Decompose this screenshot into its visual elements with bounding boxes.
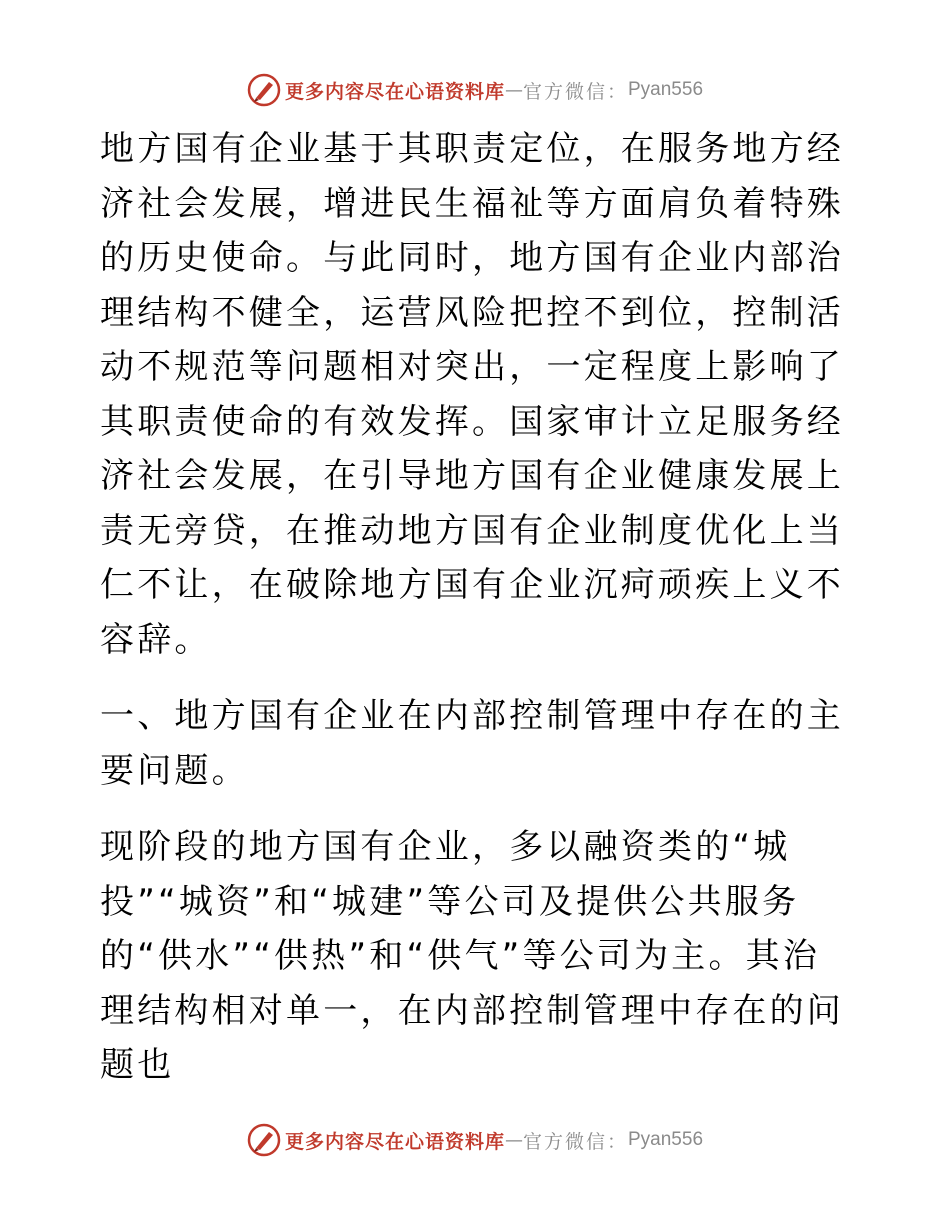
banner-dash: — bbox=[504, 1129, 523, 1151]
banner-wechat-id: Pyan556 bbox=[628, 1129, 704, 1150]
banner-main-text: 更多内容尽在心语资料库 bbox=[284, 80, 505, 103]
footer-banner bbox=[0, 1120, 950, 1160]
banner-sub-text: 官方微信： bbox=[522, 80, 628, 103]
banner-wechat-id: Pyan556 bbox=[628, 79, 704, 100]
banner-sub-text: 官方微信： bbox=[522, 1130, 628, 1153]
section-heading: 一、地方国有企业在内部控制管理中存在的主要问题。 bbox=[100, 696, 844, 791]
document-body bbox=[100, 122, 850, 1093]
pen-logo-icon bbox=[247, 73, 281, 107]
paragraph-body: 现阶段的地方国有企业，多以融资类的“城投”“城资”和“城建”等公司及提供公共服务的“供水”“供热”和“供气”等公司为主。其治理结构相对单一，在内部控制管理中存在的问题也 bbox=[100, 827, 844, 1085]
paragraph-intro: 地方国有企业基于其职责定位，在服务地方经济社会发展，增进民生福祉等方面肩负着特殊的历史使命。与此同时，地方国有企业内部治理结构不健全，运营风险把控不到位，控制活动不规范等问题相对突出，一定程度上影响了其职责使命的有效发挥。国家审计立足服务经济社会发展，在引导地方国有企业健康发展上责无旁贷，在推动地方国有企业制度优化上当仁不让，在破除地方国有企业沉疴顽疾上义不容辞。 bbox=[100, 129, 844, 660]
banner-dash: — bbox=[504, 79, 523, 101]
pen-logo-icon bbox=[247, 1123, 281, 1157]
header-banner bbox=[0, 70, 950, 110]
banner-main-text: 更多内容尽在心语资料库 bbox=[284, 1130, 505, 1153]
